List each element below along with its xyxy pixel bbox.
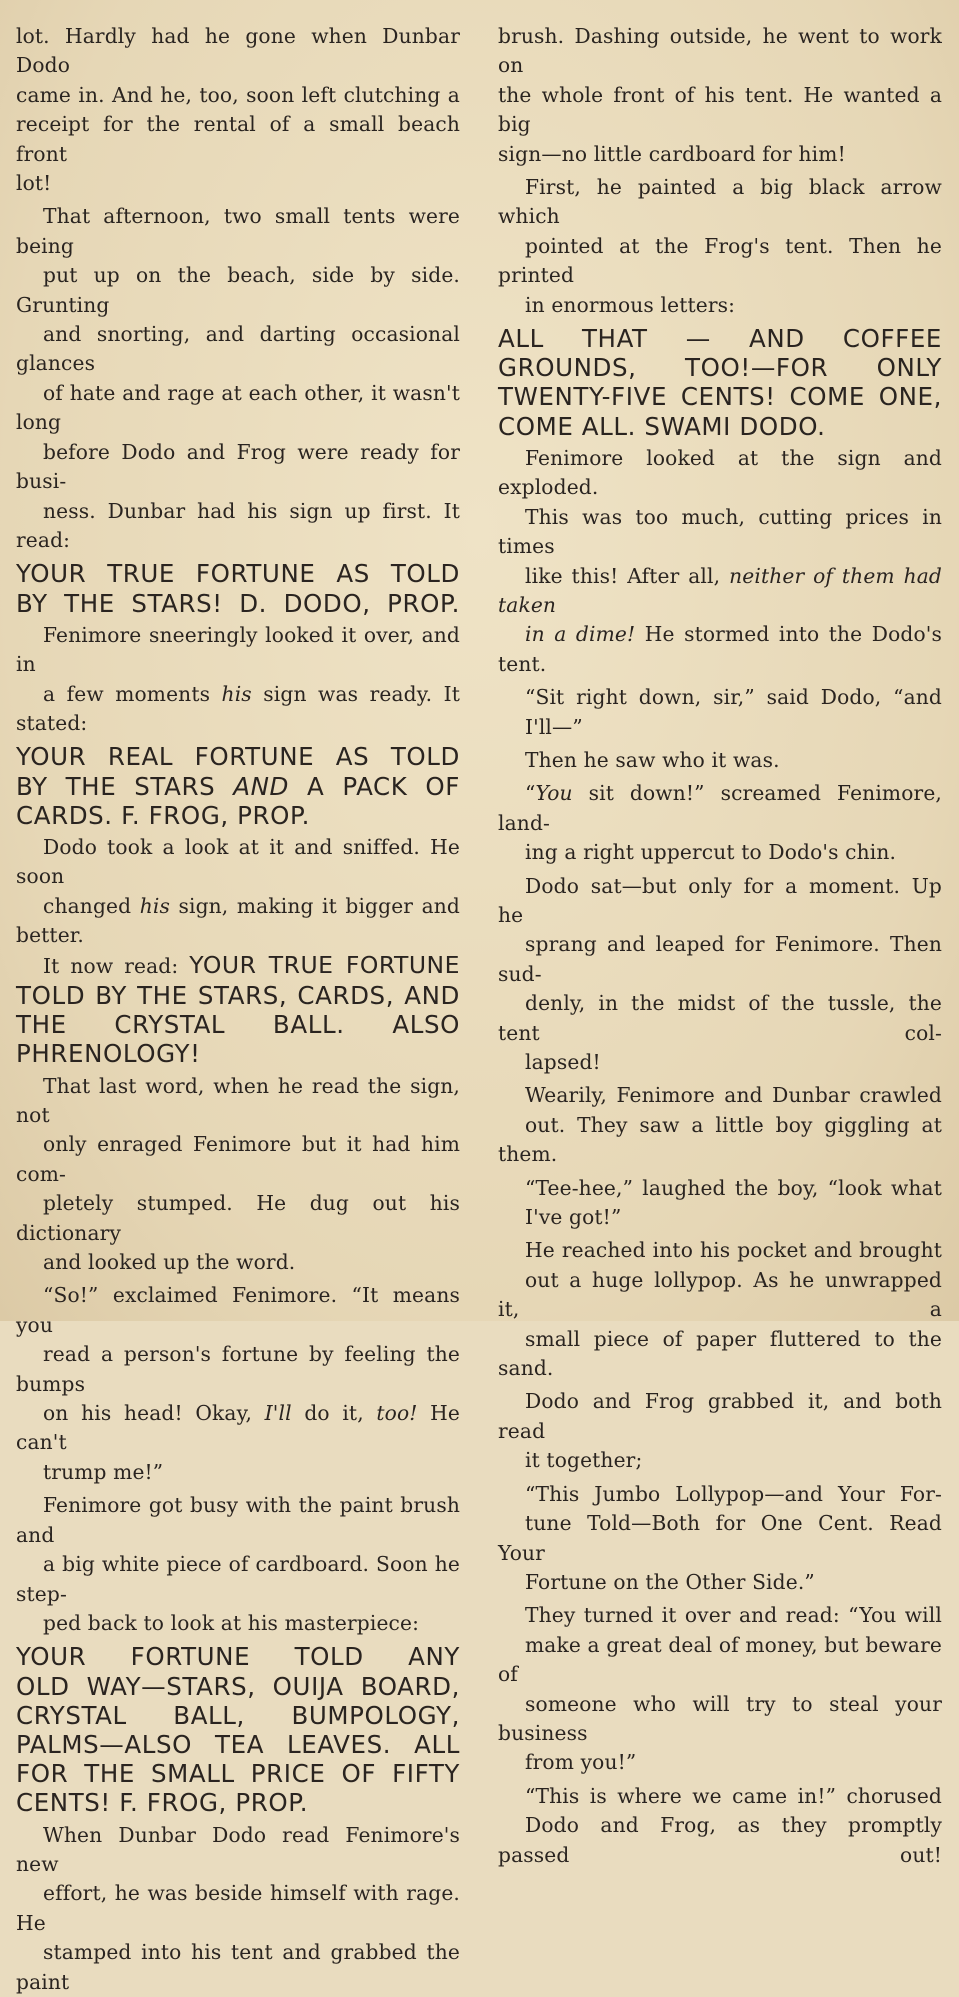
text-fragment: changed: [43, 893, 140, 918]
text-line: lapsed!: [525, 1050, 601, 1074]
paragraph: [498, 746, 942, 775]
text-line: Dodo and Frog grabbed it, and both read: [498, 1389, 942, 1443]
text-line: pointed at the Frog's tent. Then he printed: [498, 233, 942, 288]
text-line: When Dunbar Dodo read Fenimore's new: [16, 1822, 460, 1876]
sign-line: COME ALL. SWAMI DODO.: [498, 411, 826, 441]
text-line: out a huge lollypop. As he unwrapped it, a: [498, 1267, 942, 1322]
paragraph: [16, 833, 460, 981]
text-line: [16, 680, 460, 739]
text-fragment: “: [525, 781, 536, 806]
sign-line: [16, 772, 460, 801]
text-line: ped back to look at his masterpiece:: [43, 1610, 420, 1635]
text-line: lot. Hardly had he gone when Dunbar Dodo: [16, 24, 460, 78]
text-line: Fortune on the Other Side.”: [525, 1569, 815, 1594]
sign-line: CENTS! F. FROG, PROP.: [16, 1788, 309, 1818]
sign-line: TOLD BY THE STARS, CARDS, AND: [16, 980, 460, 1010]
text-line: a big white piece of cardboard. Soon he step-: [16, 1552, 460, 1606]
sign-frog-2: [16, 1642, 460, 1817]
emphasis: in a dime!: [525, 622, 636, 647]
text-line: First, he painted a big black arrow which: [498, 175, 942, 229]
emphasis: I'll: [264, 1401, 292, 1426]
left-column: [16, 22, 461, 1994]
text-line: out. They saw a little boy giggling at them.: [498, 1112, 942, 1167]
text-line: it together;: [525, 1448, 643, 1473]
text-fragment: sign was ready. It stated:: [16, 681, 460, 735]
sign-line: YOUR REAL FORTUNE AS TOLD: [16, 742, 460, 772]
paragraph: [498, 1387, 942, 1475]
text-line: and snorting, and darting occasional glances: [16, 322, 460, 376]
text-line: lot!: [16, 171, 52, 196]
emphasis: AND: [233, 771, 289, 801]
paragraph: [498, 1782, 942, 1870]
sign-frog-1: [16, 742, 460, 830]
text-line: make a great deal of money, but beware of: [498, 1632, 942, 1687]
paragraph: [498, 173, 942, 320]
paragraph: [498, 444, 942, 679]
paragraph: [498, 22, 942, 169]
text-line: Dodo took a look at it and sniffed. He soon: [16, 834, 460, 889]
sign-line: CRYSTAL BALL, BUMPOLOGY,: [16, 1700, 460, 1730]
text-line: ing a right uppercut to Dodo's chin.: [525, 840, 897, 865]
paragraph: [498, 1081, 942, 1169]
emphasis: You: [535, 781, 573, 806]
text-line: small piece of paper fluttered to the sand.: [498, 1326, 942, 1381]
text-line: the whole front of his tent. He wanted a big: [498, 82, 942, 137]
text-line: [16, 892, 460, 951]
text-line: only enraged Fenimore but it had him com-: [16, 1132, 460, 1186]
text-line: and looked up the word.: [43, 1250, 296, 1275]
paragraph: [498, 1174, 942, 1233]
paragraph: [16, 22, 460, 198]
text-line: I'll—”: [525, 714, 583, 739]
text-line: I've got!”: [525, 1205, 622, 1230]
text-line: read a person's fortune by feeling the bumps: [16, 1342, 460, 1396]
text-fragment: He can't: [16, 1401, 461, 1455]
paragraph: [16, 621, 460, 739]
text-line: denly, in the midst of the tussle, the tent col-: [498, 991, 942, 1045]
text-line: That last word, when he read the sign, not: [16, 1073, 460, 1127]
text-line: pletely stumped. He dug out his dictionary: [16, 1191, 460, 1245]
text-line: “So!” exclaimed Fenimore. “It means you: [16, 1283, 460, 1337]
text-fragment: It now read:: [43, 953, 190, 978]
sign-line: TWENTY-FIVE CENTS! COME ONE,: [498, 382, 942, 412]
text-fragment: a few moments: [43, 681, 222, 706]
text-line: They turned it over and read: “You will: [525, 1603, 942, 1628]
text-line: Fenimore sneeringly looked it over, and in: [16, 622, 460, 677]
text-line: He reached into his pocket and brought: [525, 1238, 942, 1263]
text-fragment: A PACK OF: [288, 771, 460, 801]
text-fragment: sit down!” screamed Fenimore, land-: [498, 781, 942, 835]
text-line: Fenimore got busy with the paint brush and: [16, 1493, 460, 1547]
text-fragment: like this! After all,: [525, 563, 730, 588]
text-fragment: sign, making it bigger and better.: [16, 893, 461, 948]
paragraph: [498, 779, 942, 867]
sign-fragment: YOUR TRUE FORTUNE: [189, 950, 460, 979]
text-line: receipt for the rental of a small beach front: [16, 112, 460, 166]
paragraph: [16, 1821, 460, 1997]
text-line: “This is where we came in!” chorused: [525, 1783, 942, 1808]
text-line: This was too much, cutting prices in times: [498, 504, 942, 559]
text-line: [16, 1399, 460, 1458]
paragraph: [498, 1236, 942, 1383]
sign-line: BY THE STARS! D. DODO, PROP.: [16, 588, 460, 618]
text-line: [498, 562, 942, 621]
text-line: brush. Dashing outside, he went to work on: [498, 24, 942, 78]
text-line: in enormous letters:: [525, 292, 736, 317]
text-line: “Tee-hee,” laughed the boy, “look what: [525, 1175, 942, 1200]
text-line: “This Jumbo Lollypop—and Your For-: [525, 1481, 942, 1506]
text-line: Dodo sat—but only for a moment. Up he: [498, 873, 942, 927]
text-line: trump me!”: [43, 1459, 164, 1484]
sign-line: GROUNDS, TOO!—FOR ONLY: [498, 353, 942, 383]
text-line: stamped into his tent and grabbed the paint: [16, 1940, 460, 1994]
right-column: [498, 22, 943, 1867]
text-line: came in. And he, too, soon left clutching a: [16, 82, 460, 107]
sign-dodo-1: [16, 559, 460, 617]
text-line: sprang and leaped for Fenimore. Then sud-: [498, 932, 942, 986]
paragraph: [498, 683, 942, 742]
sign-line: OLD WAY—STARS, OUIJA BOARD,: [16, 1671, 460, 1701]
text-line: put up on the beach, side by side. Grunting: [16, 263, 460, 317]
text-line: effort, he was beside himself with rage. He: [16, 1881, 460, 1935]
sign-line: YOUR TRUE FORTUNE AS TOLD: [16, 559, 460, 589]
paragraph: [498, 1601, 942, 1777]
text-line: [498, 620, 942, 679]
emphasis: too!: [376, 1401, 418, 1426]
text-line: That afternoon, two small tents were being: [16, 204, 460, 258]
sign-line: PALMS—ALSO TEA LEAVES. ALL: [16, 1729, 460, 1759]
text-line: Then he saw who it was.: [525, 747, 780, 772]
text-line: [498, 779, 942, 838]
text-line: from you!”: [525, 1750, 637, 1775]
text-line: Wearily, Fenimore and Dunbar crawled: [525, 1083, 942, 1108]
text-line: [16, 951, 460, 981]
text-line: Dodo and Frog, as they promptly passed out!: [498, 1813, 942, 1867]
paragraph: [498, 872, 942, 1078]
sign-line: FOR THE SMALL PRICE OF FIFTY: [16, 1759, 460, 1789]
text-fragment: on his head! Okay,: [43, 1401, 265, 1426]
text-fragment: He stormed into the Dodo's tent.: [498, 622, 942, 676]
paragraph: [498, 1480, 942, 1598]
sign-line: THE CRYSTAL BALL. ALSO: [16, 1010, 460, 1040]
sign-line: ALL THAT — AND COFFEE: [498, 324, 942, 354]
paragraph: [16, 1281, 460, 1487]
paragraph: [16, 202, 460, 555]
sign-line: CARDS. F. FROG, PROP.: [16, 800, 311, 830]
text-line: before Dodo and Frog were ready for busi-: [16, 439, 460, 494]
paragraph: [16, 1491, 460, 1638]
text-line: someone who will try to steal your business: [498, 1691, 942, 1745]
text-fragment: BY THE STARS: [16, 771, 234, 801]
text-line: Fenimore looked at the sign and exploded.: [498, 445, 942, 500]
sign-line: PHRENOLOGY!: [16, 1039, 201, 1069]
paragraph: [16, 1072, 460, 1278]
sign-line: YOUR FORTUNE TOLD ANY: [16, 1642, 460, 1672]
text-line: tune Told—Both for One Cent. Read Your: [498, 1511, 942, 1565]
text-line: of hate and rage at each other, it wasn't long: [16, 380, 460, 435]
text-line: ness. Dunbar had his sign up first. It read:: [16, 498, 460, 552]
text-line: “Sit right down, sir,” said Dodo, “and: [525, 685, 942, 710]
sign-dodo-3: [498, 324, 942, 441]
text-line: sign—no little cardboard for him!: [498, 141, 846, 166]
text-fragment: do it,: [291, 1401, 377, 1426]
sign-dodo-2: [16, 981, 460, 1069]
emphasis: his: [139, 893, 170, 918]
emphasis: his: [221, 681, 252, 706]
emphasis: neither of them had taken: [498, 563, 943, 617]
